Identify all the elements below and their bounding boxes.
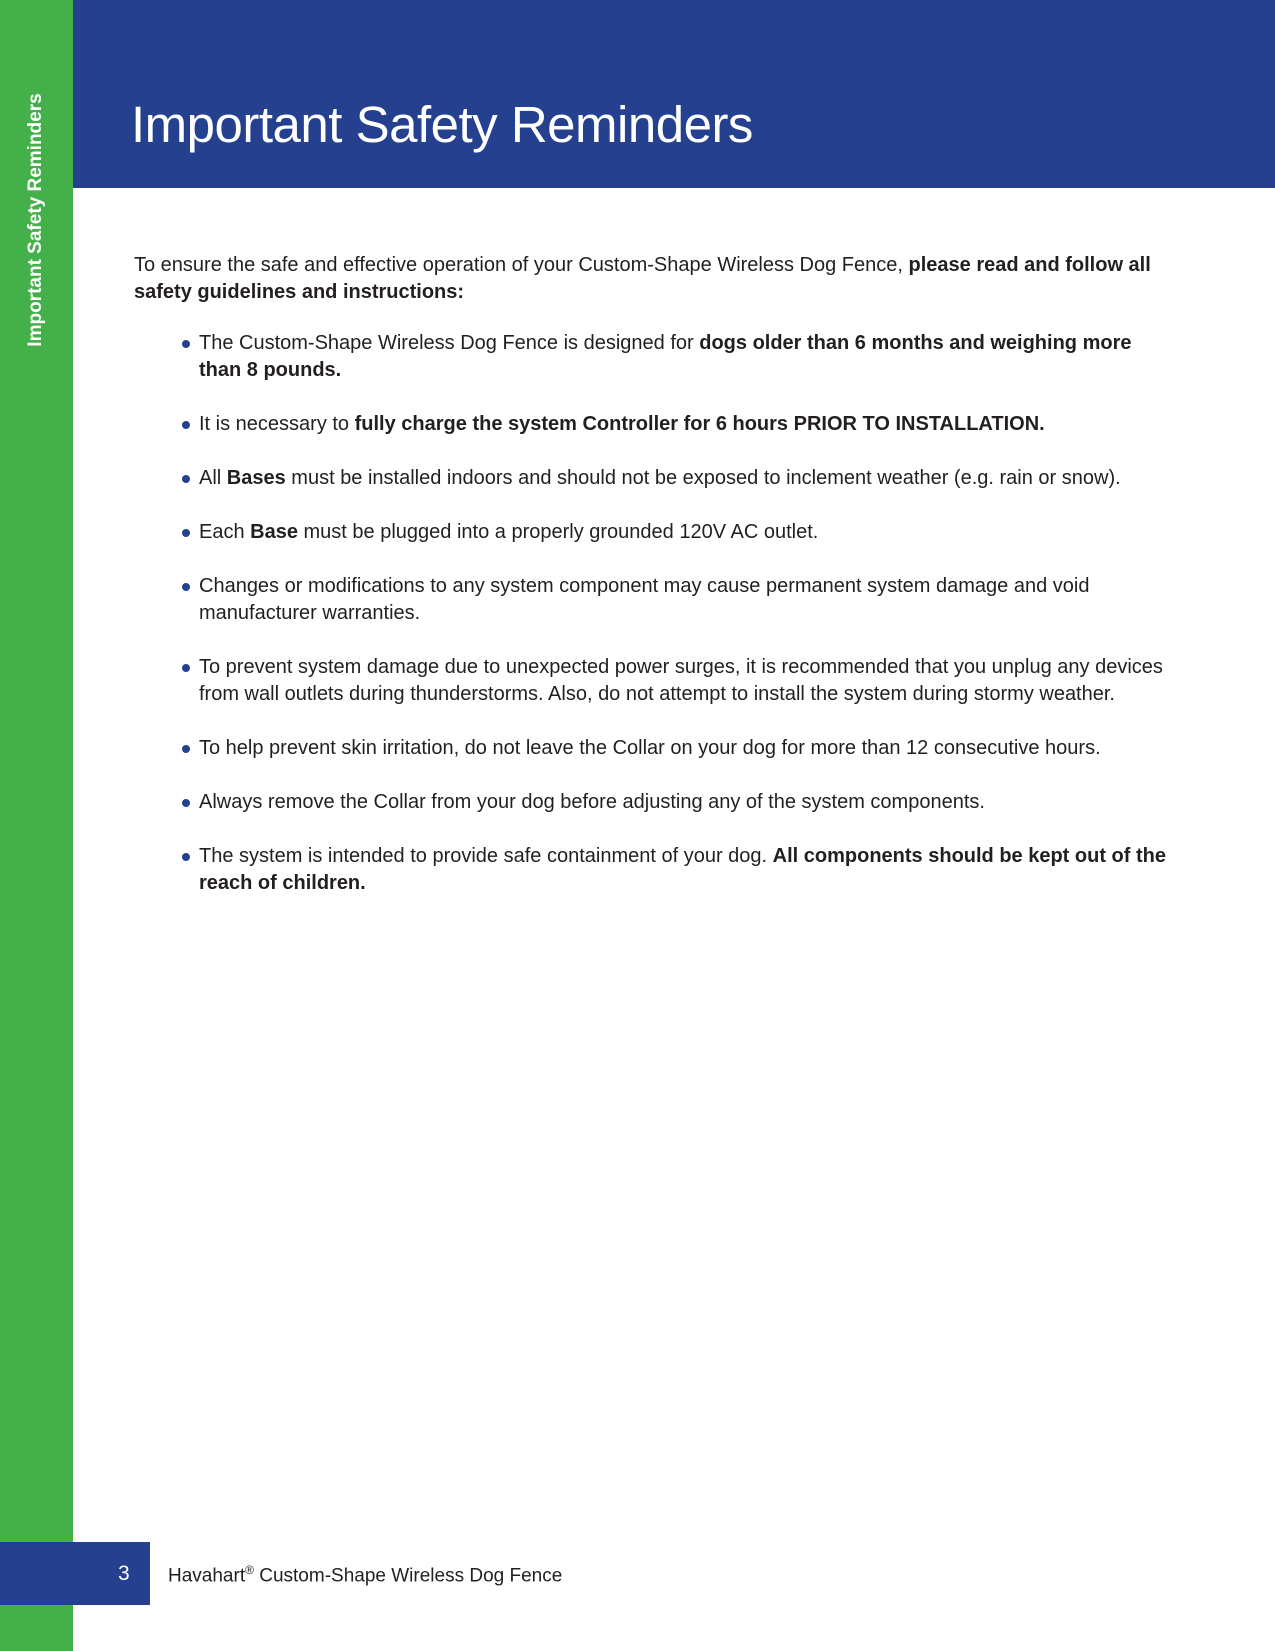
list-item: Each Base must be plugged into a properly grounded 120V AC outlet. — [181, 519, 1174, 546]
bullet-icon — [182, 745, 190, 753]
bullet-icon — [182, 529, 190, 537]
list-item: Always remove the Collar from your dog before adjusting any of the system components. — [181, 789, 1174, 816]
bullet-icon — [182, 853, 190, 861]
footer-product-name: Havahart® Custom-Shape Wireless Dog Fence — [168, 1563, 563, 1587]
bullet-icon — [182, 475, 190, 483]
bullet-icon — [182, 340, 190, 348]
list-item: All Bases must be installed indoors and should not be exposed to inclement weather (e.g. rain or snow). — [181, 465, 1174, 492]
bullet-icon — [182, 421, 190, 429]
bullet-icon — [182, 664, 190, 672]
page-header — [73, 0, 1275, 188]
list-item: To prevent system damage due to unexpected power surges, it is recommended that you unplug any devices from wall outlets during thunderstorms. Also, do not attempt to install the system during stormy weather. — [181, 654, 1174, 708]
bullet-icon — [182, 583, 190, 591]
list-item: Changes or modifications to any system component may cause permanent system damage and void manufacturer warranties. — [181, 573, 1174, 627]
sidebar — [0, 0, 73, 1651]
intro-bold-text: please read and follow all safety guidelines and instructions: — [134, 254, 1151, 303]
sidebar-section-label: Important Safety Reminders — [25, 93, 46, 347]
intro-paragraph — [134, 252, 1174, 306]
list-item: The system is intended to provide safe containment of your dog. All components should be kept out of the reach of children. — [181, 843, 1174, 897]
bullet-icon — [182, 799, 190, 807]
page-number: 3 — [118, 1562, 130, 1585]
list-item: To help prevent skin irritation, do not leave the Collar on your dog for more than 12 consecutive hours. — [181, 735, 1174, 762]
list-item: It is necessary to fully charge the system Controller for 6 hours PRIOR TO INSTALLATION. — [181, 411, 1174, 438]
list-item: The Custom-Shape Wireless Dog Fence is designed for dogs older than 6 months and weighing more than 8 pounds. — [181, 330, 1174, 384]
intro-text: To ensure the safe and effective operation of your Custom-Shape Wireless Dog Fence, — [134, 254, 909, 276]
main-content — [134, 252, 1174, 924]
page-title: Important Safety Reminders — [131, 96, 753, 153]
safety-list — [134, 330, 1174, 897]
